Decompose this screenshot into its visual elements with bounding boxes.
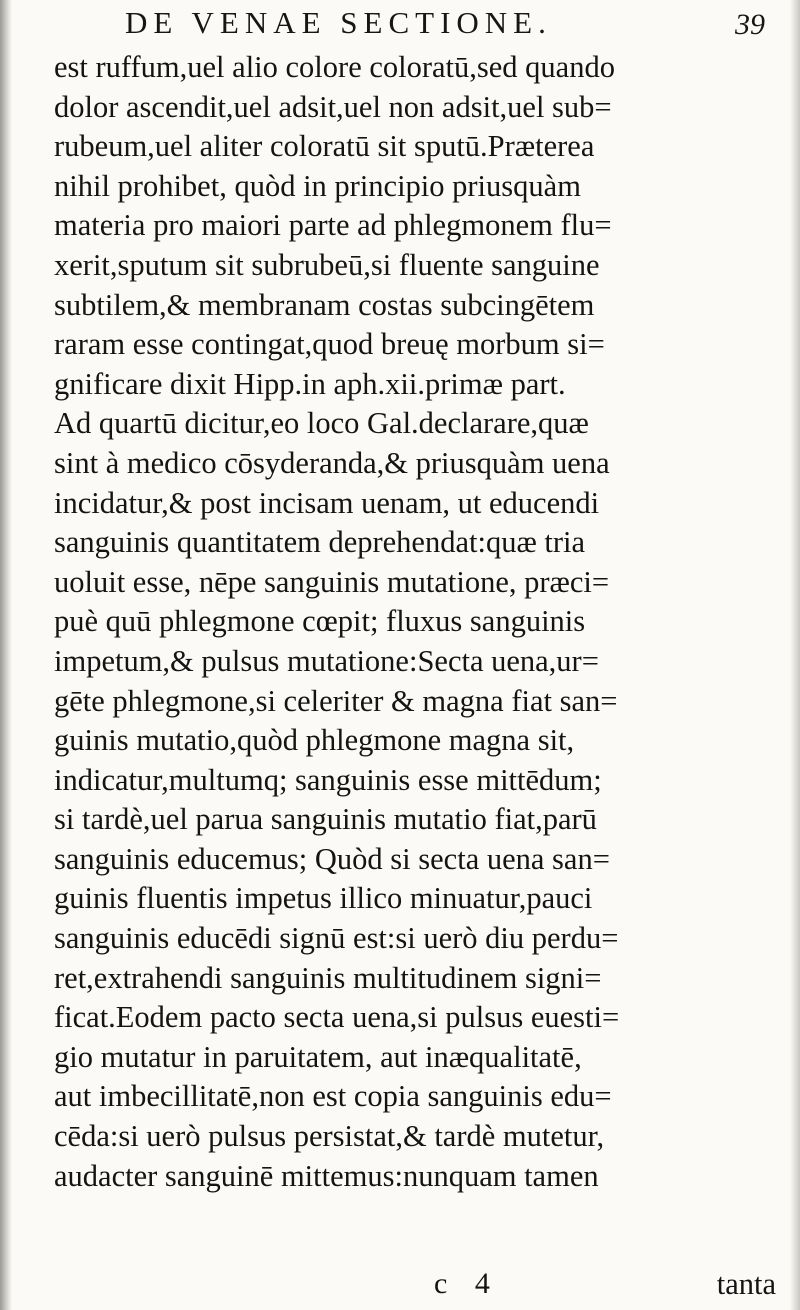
- text-line: uoluit esse, nēpe sanguinis mutatione, præci=: [54, 564, 610, 599]
- page-footer: [54, 1264, 776, 1306]
- text-line: dolor ascendit,uel adsit,uel non adsit,uel sub=: [54, 89, 612, 124]
- text-line: subtilem,& membranam costas subcingētem: [54, 287, 595, 322]
- text-line: sint à medico cōsyderanda,& priusquàm uena: [54, 445, 610, 480]
- page-number: 39: [735, 8, 765, 41]
- catchword: tanta: [716, 1267, 776, 1301]
- text-line: gio mutatur in paruitatem, aut inæqualitatē,: [54, 1039, 582, 1074]
- text-line: rubeum,uel aliter coloratū sit sputū.Præterea: [54, 129, 595, 164]
- text-line: materia pro maiori parte ad phlegmonem flu=: [54, 208, 612, 243]
- text-line: est ruffum,uel alio colore coloratū,sed quando: [54, 50, 615, 84]
- running-head: DE VENAE SECTIONE.: [125, 5, 552, 40]
- text-line: impetum,& pulsus mutatione:Secta uena,ur=: [54, 643, 599, 678]
- text-line: si tardè,uel parua sanguinis mutatio fiat,parū: [54, 802, 597, 837]
- text-line: nihil prohibet, quòd in principio priusquàm: [54, 168, 581, 203]
- text-line: gnificare dixit Hipp.in aph.xii.primæ part.: [54, 366, 566, 401]
- text-line: xerit,sputum sit subrubeū,si fluente sanguine: [54, 247, 600, 282]
- text-line: raram esse contingat,quod breuę morbum si=: [54, 327, 605, 362]
- text-line: guinis mutatio,quòd phlegmone magna sit,: [54, 723, 575, 758]
- page-header: [125, 4, 765, 42]
- text-line: audacter sanguinē mittemus:nunquam tamen: [54, 1158, 599, 1193]
- text-line: sanguinis educēdi signū est:si uerò diu perdu=: [54, 921, 619, 956]
- text-line: Ad quartū dicitur,eo loco Gal.declarare,quæ: [54, 406, 589, 441]
- text-line: sanguinis educemus; Quòd si secta uena san=: [54, 841, 610, 876]
- text-line: gēte phlegmone,si celeriter & magna fiat san=: [54, 683, 618, 718]
- text-line: guinis fluentis impetus illico minuatur,pauci: [54, 881, 593, 916]
- text-line: incidatur,& post incisam uenam, ut educendi: [54, 485, 600, 520]
- text-line: sanguinis quantitatem deprehendat:quæ tria: [54, 525, 586, 560]
- text-line: ret,extrahendi sanguinis multitudinem signi=: [54, 960, 602, 995]
- text-line: puè quū phlegmone cœpit; fluxus sanguinis: [54, 604, 586, 639]
- signature-mark: c 4: [434, 1267, 500, 1300]
- text-line: ficat.Eodem pacto secta uena,si pulsus euesti=: [54, 1000, 620, 1035]
- page-edge-shadow: [790, 0, 800, 1310]
- body-text: [54, 48, 776, 1196]
- text-line: cēda:si uerò pulsus persistat,& tardè mutetur,: [54, 1119, 605, 1154]
- gutter-shadow: [0, 0, 12, 1310]
- text-line: indicatur,multumq; sanguinis esse mittēdum;: [54, 762, 602, 797]
- text-line: aut imbecillitatē,non est copia sanguinis edu=: [54, 1079, 612, 1114]
